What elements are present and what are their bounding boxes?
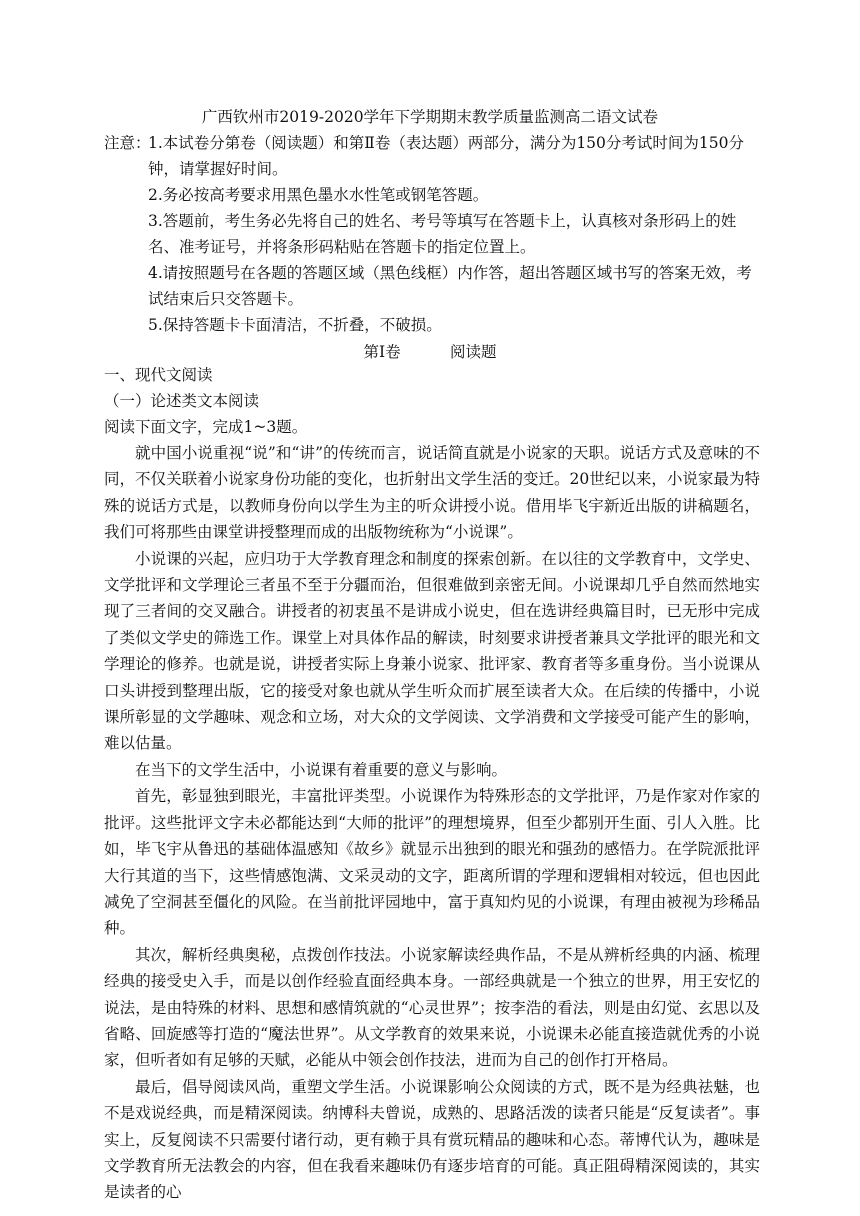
reading-passage <box>104 440 760 1206</box>
notice-item <box>104 260 764 312</box>
notice-text: 2.务必按高考要求用黑色墨水水性笔或钢笔答题。 <box>148 186 489 204</box>
volume-heading: 第Ⅰ卷 阅读题 <box>363 343 497 361</box>
notice-block <box>104 130 764 338</box>
passage-paragraph: 最后，倡导阅读风尚，重塑文学生活。小说课影响公众阅读的方式，既不是为经典祛魅，也不是戏说经典，而是精深阅读。纳博科夫曾说，成熟的、思路活泼的读者只能是“反复读者”。事实上，反复阅读不只需要付诸行动，更有赖于具有赏玩精品的趣味和心态。蒂博代认为，趣味是文学教育所无法教会的内容，但在我看来趣味仍有逐步培育的可能。真正阻碍精深阅读的，其实是读者的心 <box>104 1077 760 1202</box>
passage-paragraph: 在当下的文学生活中，小说课有着重要的意义与影响。 <box>135 760 508 779</box>
notice-item <box>104 208 764 260</box>
passage-paragraph: 就中国小说重视“说”和“讲”的传统而言，说话简直就是小说家的天职。说话方式及意味的不同，不仅关联着小说家身份功能的变化，也折射出文学生活的变迁。20世纪以来，小说家最为特殊的说话方式是，以教师身份向以学生为主的听众讲授小说。借用毕飞宇新近出版的讲稿题名，我们可将那些由课堂讲授整理而成的出版物统称为“小说课”。 <box>104 444 760 542</box>
subsection-heading: （一）论述类文本阅读 <box>104 392 260 410</box>
notice-text: 4.请按照题号在各题的答题区域（黑色线框）内作答，超出答题区域书写的答案无效，考试结束后只交答题卡。 <box>148 264 752 308</box>
passage-paragraph: 小说课的兴起，应归功于大学教育理念和制度的探索创新。在以往的文学教育中，文学史、文学批评和文学理论三者虽不至于分疆而治，但很难做到亲密无间。小说课却几乎自然而然地实现了三者间的交叉融合。讲授者的初衷虽不是讲成小说史，但在选讲经典篇目时，已无形中完成了类似文学史的筛选工作。课堂上对具体作品的解读，时刻要求讲授者兼具文学批评的眼光和文学理论的修养。也就是说，讲授者实际上身兼小说家、批评家、教育者等多重身份。当小说课从口头讲授到整理出版，它的接受对象也就从学生听众而扩展至读者大众。在后续的传播中，小说课所彰显的文学趣味、观念和立场，对大众的文学阅读、文学消费和文学接受可能产生的影响，难以估量。 <box>104 549 760 753</box>
notice-item <box>104 312 764 338</box>
page-title: 广西钦州市2019-2020学年下学期期末教学质量监测高二语文试卷 <box>201 108 659 126</box>
notice-label: 注意： <box>104 134 151 152</box>
notice-text: 5.保持答题卡卡面清洁，不折叠，不破损。 <box>148 316 442 334</box>
passage-paragraph: 首先，彰显独到眼光，丰富批评类型。小说课作为特殊形态的文学批评，乃是作家对作家的批评。这些批评文字未必都能达到“大师的批评”的理想境界，但至少都别开生面、引人入胜。比如，毕飞宇从鲁迅的基础体温感知《故乡》就显示出独到的眼光和强劲的感悟力。在学院派批评大行其道的当下，这些情感饱满、文采灵动的文字，距离所谓的学理和逻辑相对较远，但也因此减免了空洞甚至僵化的风险。在当前批评园地中，富于真知灼见的小说课，有理由被视为珍稀品种。 <box>104 787 760 938</box>
section-heading: 一、现代文阅读 <box>104 366 213 384</box>
notice-item <box>104 182 764 208</box>
question-instruction: 阅读下面文字，完成1~3题。 <box>104 418 308 436</box>
notice-text: 3.答题前，考生务必先将自己的姓名、考号等填写在答题卡上，认真核对条形码上的姓名、准考证号，并将条形码粘贴在答题卡的指定位置上。 <box>148 212 737 256</box>
passage-paragraph: 其次，解析经典奥秘，点拨创作技法。小说家解读经典作品，不是从辨析经典的内涵、梳理经典的接受史入手，而是以创作经验直面经典本身。一部经典就是一个独立的世界，用王安忆的说法，是由特殊的材料、思想和感情筑就的“心灵世界”；按李浩的看法，则是由幻觉、玄思以及省略、回旋感等打造的“魔法世界”。从文学教育的效果来说，小说课未必能直接造就优秀的小说家，但听者如有足够的天赋，必能从中领会创作技法，进而为自己的创作打开格局。 <box>104 945 760 1070</box>
notice-item <box>104 130 764 182</box>
notice-text: 1.本试卷分第卷（阅读题）和第Ⅱ卷（表达题）两部分，满分为150分考试时间为150分钟，请掌握好时间。 <box>148 134 744 178</box>
